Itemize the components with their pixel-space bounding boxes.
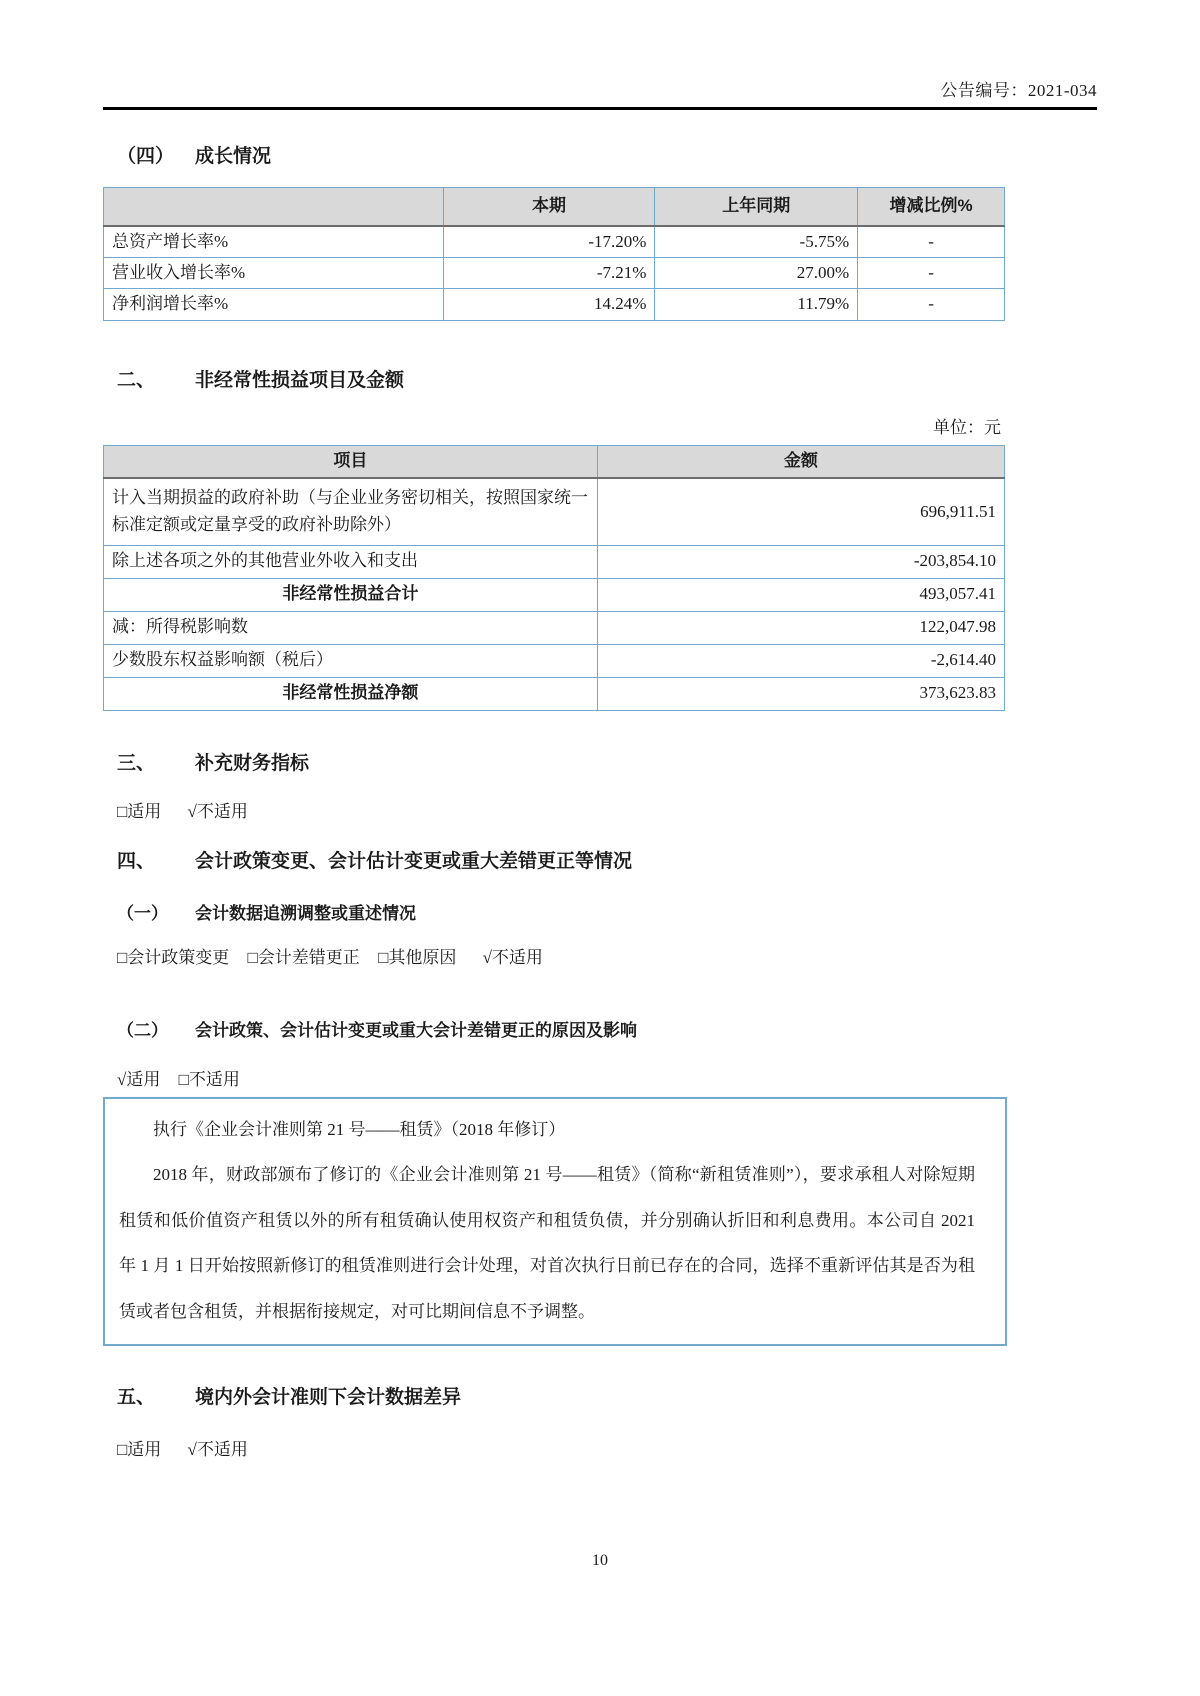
restatement-options [103, 943, 1005, 968]
section-standards-diff-title: 境内外会计准则下会计数据差异 [195, 1387, 462, 1409]
page-content [103, 141, 1005, 1460]
checkbox-not-apply: √不适用 [482, 947, 543, 967]
nonrecurring-table [103, 445, 1005, 711]
unit-note: 单位：元 [933, 417, 1001, 437]
growth-header-change: 增减比例% [858, 188, 1005, 226]
row-label: 总资产增长率% [104, 226, 444, 258]
section-nonrecurring-heading [103, 365, 1005, 392]
row-change-value: - [858, 226, 1005, 258]
section-supplementary-heading [103, 748, 1005, 775]
growth-header-empty [104, 188, 444, 226]
row-change-value: - [858, 257, 1005, 288]
checkbox-apply: □适用 [117, 801, 162, 821]
subsection-restatement-number: （一） [117, 903, 168, 923]
table-row-subtotal [104, 578, 1005, 611]
nonrecurring-header-amount: 金额 [597, 445, 1004, 478]
announcement-number: 公告编号：2021-034 [940, 81, 1097, 100]
section-accounting-change-title: 会计政策变更、会计估计变更或重大差错更正等情况 [195, 850, 633, 872]
checkbox-apply: √适用 [117, 1069, 161, 1089]
page-footer [0, 1552, 1200, 1570]
page-number: 10 [592, 1552, 608, 1569]
row-item: 少数股东权益影响额（税后） [104, 644, 598, 677]
section-standards-diff-number: 五、 [117, 1387, 156, 1409]
checkbox-policy-change: □会计政策变更 [117, 947, 230, 967]
row-item: 非经常性损益净额 [104, 677, 598, 710]
table-row [104, 257, 1005, 288]
subsection-change-reason-title: 会计政策、会计估计变更或重大会计差错更正的原因及影响 [195, 1020, 637, 1040]
checkbox-apply: □适用 [117, 1440, 162, 1460]
nonrecurring-header-row [104, 445, 1005, 478]
row-amount: -203,854.10 [597, 545, 1004, 578]
table-row [104, 478, 1005, 545]
section-standards-diff-heading [103, 1382, 1005, 1409]
table-row [104, 289, 1005, 320]
row-change-value: - [858, 289, 1005, 320]
growth-header-row [104, 188, 1005, 226]
section-accounting-change-number: 四、 [117, 850, 156, 872]
table-row [104, 226, 1005, 258]
table-row [104, 644, 1005, 677]
section-supplementary-title: 补充财务指标 [195, 752, 310, 774]
checkbox-not-apply: □不适用 [178, 1069, 240, 1089]
checkbox-not-apply: √不适用 [187, 801, 248, 821]
section-accounting-change-heading [103, 846, 1005, 873]
section-growth-number: （四） [117, 146, 175, 167]
growth-header-prior: 上年同期 [655, 188, 858, 226]
row-label: 净利润增长率% [104, 289, 444, 320]
header-rule [103, 107, 1097, 110]
subsection-change-reason-heading [103, 1016, 1005, 1041]
doc-header [0, 0, 1200, 110]
growth-table [103, 187, 1005, 321]
nonrecurring-header-item: 项目 [104, 445, 598, 478]
row-label: 营业收入增长率% [104, 257, 444, 288]
subsection-change-reason-number: （二） [117, 1020, 168, 1040]
row-amount: 493,057.41 [597, 578, 1004, 611]
row-item: 非经常性损益合计 [104, 578, 598, 611]
row-amount: 122,047.98 [597, 611, 1004, 644]
section-nonrecurring-title: 非经常性损益项目及金额 [195, 369, 405, 391]
checkbox-other-reason: □其他原因 [378, 947, 457, 967]
standards-diff-applicability [103, 1435, 1005, 1460]
supplementary-applicability [103, 797, 1005, 822]
row-item: 除上述各项之外的其他营业外收入和支出 [104, 545, 598, 578]
row-current-value: 14.24% [443, 289, 655, 320]
section-growth-heading [103, 141, 1005, 168]
checkbox-error-correction: □会计差错更正 [247, 947, 360, 967]
note-paragraph: 2018 年，财政部颁布了修订的《企业会计准则第 21 号——租赁》（简称“新租赁准则”），要求承租人对除短期租赁和低价值资产租赁以外的所有租赁确认使用权资产和租赁负债，并分别确认折旧和利息费用。本公司自 2021 年 1 月 1 日开始按照新修订的租赁准则进行会计处理，对首次执行日前已存在的合同，选择不重新评估其是否为租赁或者包含租赁，并根据衔接规定，对可比期间信息不予调整。 [119, 1165, 975, 1321]
row-amount: -2,614.40 [597, 644, 1004, 677]
subsection-restatement-title: 会计数据追溯调整或重述情况 [195, 903, 416, 923]
table-row [104, 545, 1005, 578]
subsection-restatement-heading [103, 899, 1005, 924]
row-amount: 373,623.83 [597, 677, 1004, 710]
table-row [104, 611, 1005, 644]
section-growth-title: 成长情况 [195, 146, 272, 167]
row-item: 减：所得税影响数 [104, 611, 598, 644]
change-reason-applicability [103, 1065, 1005, 1090]
accounting-change-note-box [103, 1097, 1007, 1347]
growth-header-current: 本期 [443, 188, 655, 226]
row-prior-value: -5.75% [655, 226, 858, 258]
row-current-value: -7.21% [443, 257, 655, 288]
table-row-total [104, 677, 1005, 710]
row-current-value: -17.20% [443, 226, 655, 258]
row-item: 计入当期损益的政府补助（与企业业务密切相关，按照国家统一标准定额或定量享受的政府补助除外） [104, 478, 598, 545]
row-prior-value: 11.79% [655, 289, 858, 320]
checkbox-not-apply: √不适用 [187, 1440, 248, 1460]
row-prior-value: 27.00% [655, 257, 858, 288]
section-nonrecurring-number: 二、 [117, 369, 156, 391]
note-title-line: 执行《企业会计准则第 21 号——租赁》（2018 年修订） [153, 1119, 566, 1139]
row-amount: 696,911.51 [597, 478, 1004, 545]
section-supplementary-number: 三、 [117, 752, 156, 774]
